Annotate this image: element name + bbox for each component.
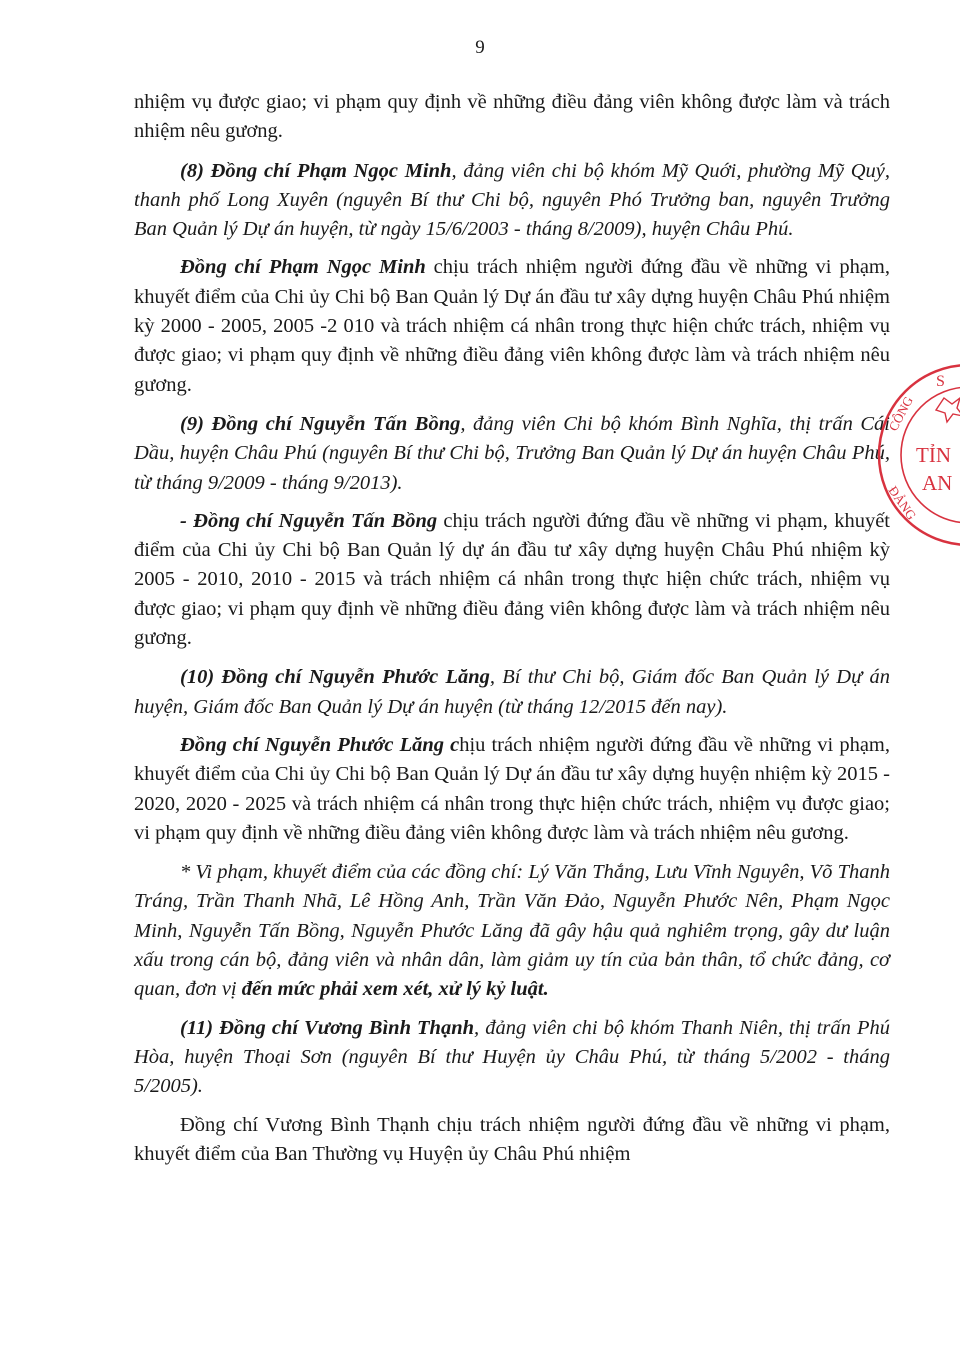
responsibility-text: chịu trách nhiệm người đứng đầu về những vi phạm, khuyết điểm của Chi ủy Chi bộ Ban Quản lý Dự án đầu tư xây dựng huyện Châu Phú nhiệm kỳ 2000 - 2005, 2005 -2 010 và trách nhiệm cá nhân trong thực hiện chức trách, nhiệm vụ được giao; vi phạm quy định về những điều đảng viên không được làm và trách nhiệm nêu gương. xyxy=(134,256,890,396)
seal-top-text: CÔNG xyxy=(885,393,916,434)
paragraph-member-11 xyxy=(134,1014,890,1102)
dash-prefix: - xyxy=(180,509,194,532)
member-name: (8) Đồng chí Phạm Ngọc Minh xyxy=(180,159,452,182)
paragraph-member-10 xyxy=(134,663,890,722)
member-details: , đảng viên chi bộ khóm Mỹ Quới, phường Mỹ Quý, thanh phố Long Xuyên (nguyên Bí thư Chi bộ, nguyên Phó Trưởng ban, nguyên Trưởng Ban Quản lý Dự án huyện, từ ngày 15/6/2003 - tháng 8/2009), huyện Châu Phú. xyxy=(134,159,890,241)
seal-rings xyxy=(879,365,960,545)
paragraph-responsibility-11: Đồng chí Vương Bình Thạnh chịu trách nhiệm người đứng đầu về những vi phạm, khuyết điểm của Ban Thường vụ Huyện ủy Châu Phú nhiệm xyxy=(134,1113,890,1165)
page-number: 9 xyxy=(475,37,485,58)
paragraph-member-9 xyxy=(134,410,890,498)
member-details: , Bí thư Chi bộ, Giám đốc Ban Quản lý Dự án huyện, Giám đốc Ban Quản lý Dự án huyện (từ tháng 12/2015 đến nay). xyxy=(134,666,890,718)
member-name: Đồng chí Phạm Ngọc Minh xyxy=(180,256,426,279)
member-details: , đảng viên Chi bộ khóm Bình Nghĩa, thị trấn Cái Dầu, huyện Châu Phú (nguyên Bí thư Chi bộ, Trưởng Ban Quản lý Dự án huyện Châu Phú, từ tháng 9/2009 - tháng 9/2013). xyxy=(134,412,890,494)
member-name: (10) Đồng chí Nguyễn Phước Lăng xyxy=(180,666,490,689)
seal-middle-text: TỈN xyxy=(916,443,951,467)
seal-corner-text: S xyxy=(936,373,945,390)
member-name: Đồng chí Nguyễn Tấn Bồng xyxy=(193,509,438,532)
responsibility-text: hịu trách nhiệm người đứng đầu về những vi phạm, khuyết điểm của Chi ủy Chi bộ Ban Quản lý Dự án đầu tư xây dựng huyện nhiệm kỳ 2015 - 2020, 2020 - 2025 và trách nhiệm cá nhân trong thực hiện chức trách, nhiệm vụ được giao; vi phạm quy định về những điều đảng viên không được làm và trách nhiệm nêu gương. xyxy=(134,733,890,844)
member-details: , đảng viên chi bộ khóm Thanh Niên, thị trấn Phú Hòa, huyện Thoại Sơn (nguyên Bí thư Huyện ủy Châu Phú, từ tháng 5/2002 - tháng 5/2005). xyxy=(134,1016,891,1098)
paragraph-summary xyxy=(134,858,890,1004)
responsibility-text: chịu trách người đứng đầu về những vi phạm, khuyết điểm của Chi ủy Chi bộ Ban Quản lý dự án đầu tư xây dựng huyện Châu Phú nhiệm kỳ 2005 - 2010, 2010 - 2015 và trách nhiệm cá nhân trong thực hiện chức trách, nhiệm vụ được giao; vi phạm quy định về những điều đảng viên không được làm và trách nhiệm nêu gương. xyxy=(134,509,890,650)
paragraph-responsibility-10 xyxy=(134,731,890,848)
seal-inner-ring xyxy=(901,387,960,523)
seal-outer-ring xyxy=(879,365,960,545)
paragraph-responsibility-8 xyxy=(134,253,890,399)
paragraph-member-8 xyxy=(134,157,890,245)
member-name: (9) Đồng chí Nguyễn Tấn Bồng xyxy=(180,412,461,435)
seal-bottom-text: ĐẢNG xyxy=(885,483,920,523)
summary-conclusion: đến mức phải xem xét, xử lý kỷ luật. xyxy=(241,978,549,1001)
member-name: (11) Đồng chí Vương Bình Thạnh xyxy=(180,1016,475,1039)
member-name: Đồng chí Nguyễn Phước Lăng c xyxy=(180,733,460,756)
paragraph-continuation: nhiệm vụ được giao; vi phạm quy định về những điều đảng viên không được làm và trách nhiệm nêu gương. xyxy=(134,91,890,143)
paragraph-responsibility-9 xyxy=(134,507,890,653)
seal-emblem-icon xyxy=(936,398,960,422)
document-body xyxy=(134,88,890,1179)
summary-text: * Vi phạm, khuyết điểm của các đồng chí: Lý Văn Thắng, Lưu Vĩnh Nguyên, Võ Thanh Tráng, Trần Thanh Nhã, Lê Hồng Anh, Trần Văn Đảo, Nguyễn Phước Nên, Phạm Ngọc Minh, Nguyễn Tấn Bồng, Nguyễn Phước Lăng đã gây hậu quả nghiêm trọng, gây dư luận xấu trong cán bộ, đảng viên và nhân dân, làm giảm uy tín của bản thân, tổ chức đảng, cơ quan, đơn vị xyxy=(134,861,890,1001)
seal-lower-text: AN xyxy=(922,471,953,495)
